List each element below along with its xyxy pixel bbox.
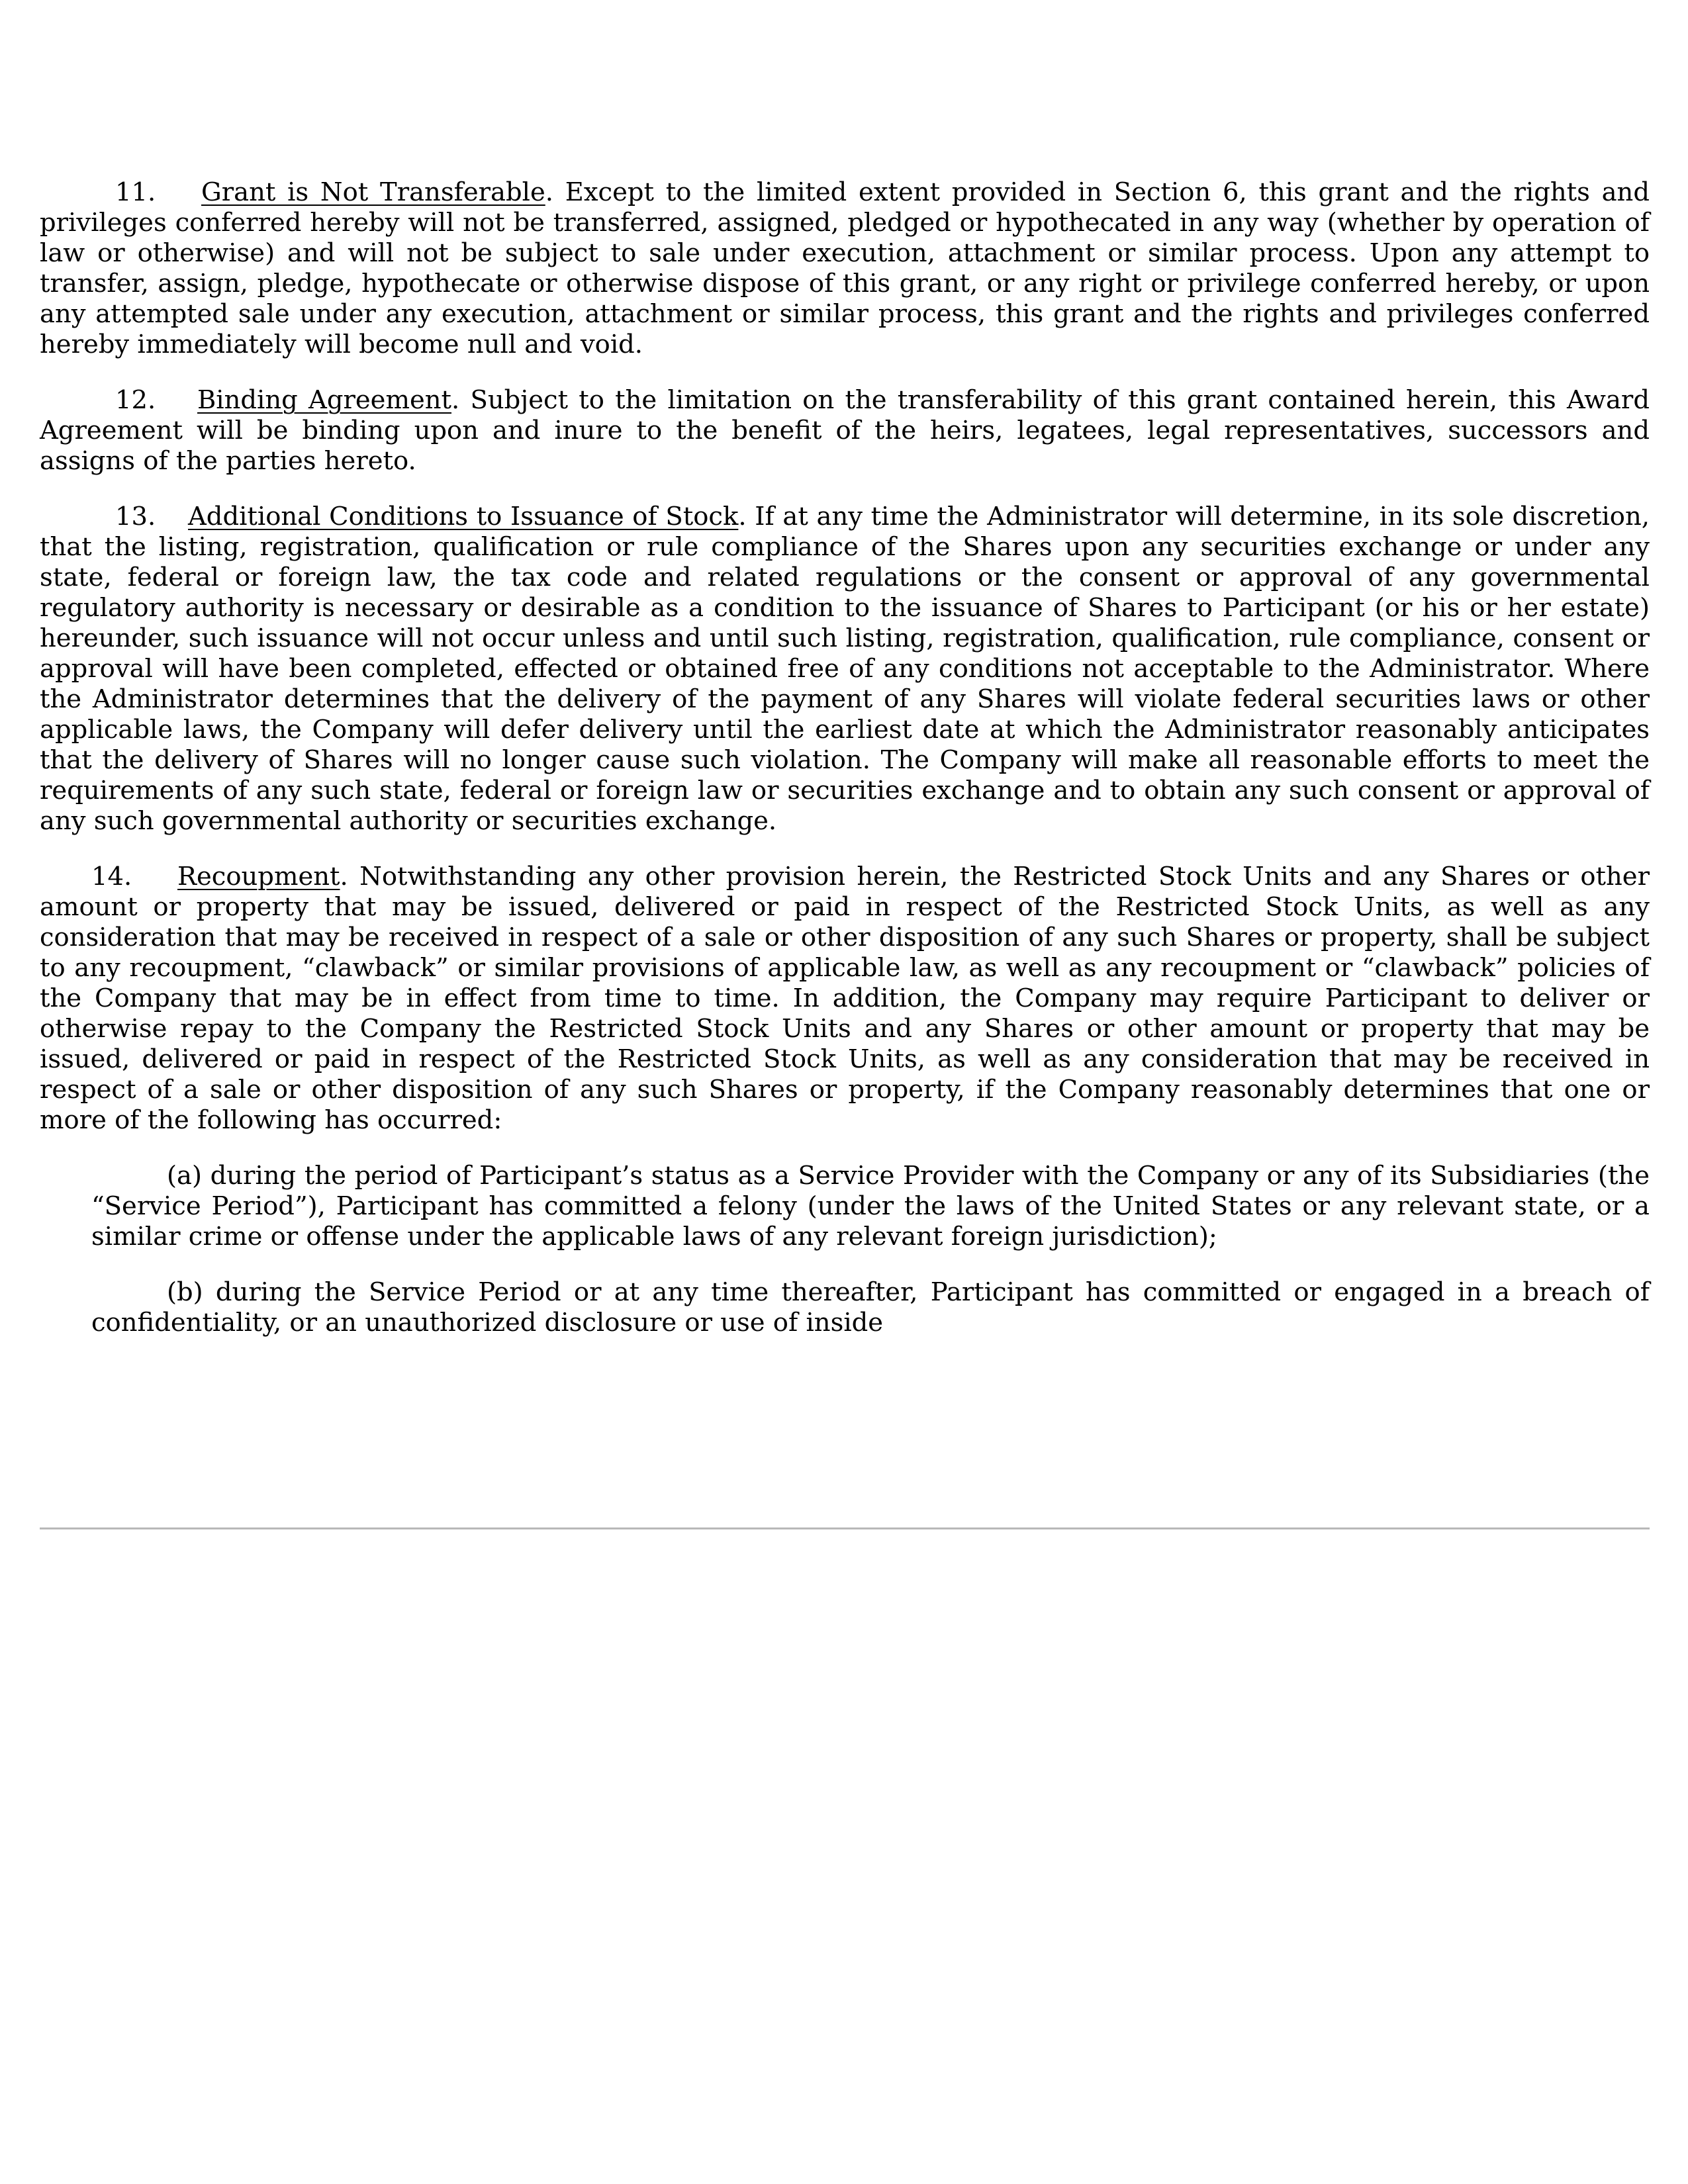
section-heading: Additional Conditions to Issuance of Stock [188, 502, 739, 531]
subclause-b: (b) during the Service Period or at any time thereafter, Participant has committed or engaged in a breach of confidentiality, or an unauthorized disclosure or use of inside [91, 1277, 1650, 1338]
section-number: 13. [115, 502, 156, 531]
section-12 [40, 385, 1650, 477]
section-13 [40, 502, 1650, 837]
document-page [40, 177, 1650, 1363]
section-body: . Except to the limited extent provided in Section 6, this grant and the rights and privileges conferred hereby will not be transferred, assigned, pledged or hypothecated in any way (whether by operation of law or otherwise) and will not be subject to sale under execution, attachment or similar process. Upon any attempt to transfer, assign, pledge, hypothecate or otherwise dispose of this grant, or any right or privilege conferred hereby, or upon any attempted sale under any execution, attachment or similar process, this grant and the rights and privileges conferred hereby immediately will become null and void. [40, 177, 1650, 359]
section-body: . If at any time the Administrator will determine, in its sole discretion, that the listing, registration, qualification or rule compliance of the Shares upon any securities exchange or under any state, federal or foreign law, the tax code and related regulations or the consent or approval of any governmental regulatory authority is necessary or desirable as a condition to the issuance of Shares to Participant (or his or her estate) hereunder, such issuance will not occur unless and until such listing, registration, qualification, rule compliance, consent or approval will have been completed, effected or obtained free of any conditions not acceptable to the Administrator. Where the Administrator determines that the delivery of the payment of any Shares will violate federal securities laws or other applicable laws, the Company will defer delivery until the earliest date at which the Administrator reasonably anticipates that the delivery of Shares will no longer cause such violation. The Company will make all reasonable efforts to meet the requirements of any such state, federal or foreign law or securities exchange and to obtain any such consent or approval of any such governmental authority or securities exchange. [40, 502, 1650, 836]
section-14 [40, 862, 1650, 1136]
section-11 [40, 177, 1650, 360]
section-body: . Subject to the limitation on the transferability of this grant contained herein, this Award Agreement will be binding upon and inure to the benefit of the heirs, legatees, legal representatives, successors and assigns of the parties hereto. [40, 385, 1650, 476]
section-body: . Notwithstanding any other provision herein, the Restricted Stock Units and any Shares or other amount or property that may be issued, delivered or paid in respect of the Restricted Stock Units, as well as any consideration that may be received in respect of a sale or other disposition of any such Shares or property, shall be subject to any recoupment, “clawback” or similar provisions of applicable law, as well as any recoupment or “clawback” policies of the Company that may be in effect from time to time. In addition, the Company may require Participant to deliver or otherwise repay to the Company the Restricted Stock Units and any Shares or other amount or property that may be issued, delivered or paid in respect of the Restricted Stock Units, as well as any consideration that may be received in respect of a sale or other disposition of any such Shares or property, if the Company reasonably determines that one or more of the following has occurred: [40, 862, 1650, 1135]
section-number: 14. [91, 862, 132, 891]
section-number: 12. [115, 385, 156, 415]
section-heading: Binding Agreement [197, 385, 452, 415]
page-divider [40, 1527, 1650, 1529]
section-number: 11. [115, 177, 156, 207]
section-heading: Grant is Not Transferable [201, 177, 545, 207]
subclause-a: (a) during the period of Participant’s status as a Service Provider with the Company or any of its Subsidiaries (the “Service Period”), Participant has committed a felony (under the laws of the United States or any relevant state, or a similar crime or offense under the applicable laws of any relevant foreign jurisdiction); [91, 1161, 1650, 1251]
section-heading: Recoupment [177, 862, 340, 891]
